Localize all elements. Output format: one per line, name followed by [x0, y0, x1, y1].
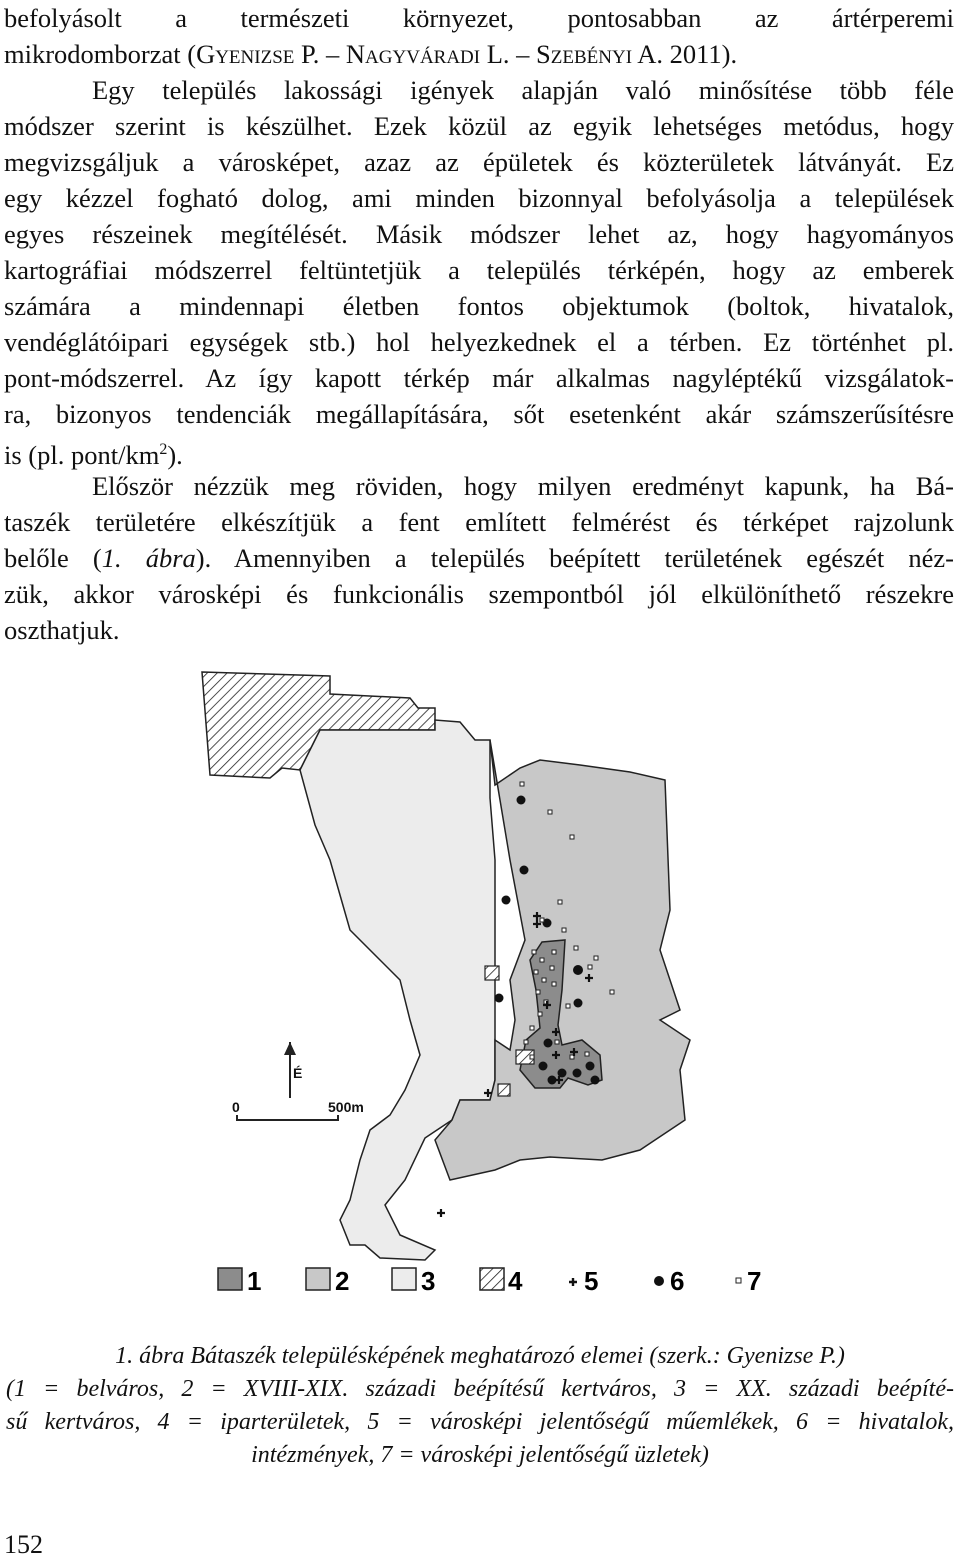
- legend-label-3: 3: [421, 1266, 436, 1296]
- body-line-17: zük, akkor városképi és funkcionális szempontból jól elkülöníthető részekre: [4, 579, 954, 609]
- author-1: Gyenizse P.: [196, 39, 320, 69]
- town-map-figure: [190, 660, 790, 1320]
- legend-swatch-6: [654, 1276, 664, 1286]
- legend-swatch-5: [569, 1278, 577, 1286]
- body-line-7: egyes részeinek megítélését. Másik módszer lehet az, hogy hagyományos: [4, 219, 954, 249]
- body-line-5: megvizsgáljuk a városképet, azaz az épületek és közterületek látványát. Ez: [4, 147, 954, 177]
- figure-caption-line-2: (1 = belváros, 2 = XVIII-XIX. századi beépítésű kertváros, 3 = XX. századi beépíté-: [6, 1376, 954, 1402]
- body-line-11: pont-módszerrel. Az így kapott térkép már alkalmas nagyléptékű vizsgálatok-: [4, 363, 954, 393]
- legend-label-4: 4: [508, 1266, 523, 1296]
- body-line-12: ra, bizonyos tendenciák megállapítására, sőt esetenként akár számszerűsítésre: [4, 399, 954, 429]
- body-line-2: mikrodomborzat (Gyenizse P. – Nagyváradi L. – Szebényi A. 2011).: [4, 39, 738, 69]
- north-label: É: [293, 1065, 303, 1081]
- body-line-3: Egy település lakossági igények alapján való minősítése több féle: [92, 75, 954, 105]
- figure-caption-title: 1. ábra Bátaszék településképének meghatározó elemei (szerk.: Gyenizse P.): [115, 1343, 845, 1369]
- legend-swatch-3: [392, 1268, 416, 1290]
- body-line-6: egy kézzel fogható dolog, ami minden bizonnyal befolyásolja a települések: [4, 183, 954, 213]
- legend-label-2: 2: [335, 1266, 350, 1296]
- legend-swatch-2: [306, 1268, 330, 1290]
- body-line-1: befolyásolt a természeti környezet, pontosabban az ártérperemi: [4, 3, 954, 33]
- body-line-9: számára a mindennapi életben fontos objektumok (boltok, hivatalok,: [4, 291, 954, 321]
- figure-caption-line-4: intézmények, 7 = városképi jelentőségű üzletek): [251, 1442, 709, 1468]
- body-line-14: Először nézzük meg röviden, hogy milyen eredményt kapunk, ha Bá-: [92, 471, 954, 501]
- legend-swatch-4: [480, 1268, 504, 1290]
- author-3: Szebényi A.: [536, 39, 663, 69]
- map-legend: [218, 1266, 761, 1296]
- scale-bar: [237, 1115, 338, 1120]
- body-line-18: oszthatjuk.: [4, 615, 120, 645]
- scale-end: 500m: [328, 1099, 364, 1115]
- zone-3-kertvaros-xx: [300, 720, 495, 1260]
- legend-label-6: 6: [670, 1266, 685, 1296]
- zone-industrial-patch: [498, 1084, 510, 1096]
- figure-caption-line-3: sű kertváros, 4 = iparterületek, 5 = városképi jelentőségű műemlékek, 6 = hivatalok,: [6, 1409, 954, 1435]
- legend-label-1: 1: [247, 1266, 262, 1296]
- body-line-15: taszék területére elkészítjük a fent említett felmérést és térképet rajzolunk: [4, 507, 954, 537]
- author-2: Nagyváradi L.: [345, 39, 510, 69]
- body-line-16: belőle (1. ábra). Amennyiben a település beépített területének egészét néz-: [4, 543, 954, 573]
- body-line-8: kartográfiai módszerrel feltüntetjük a település térképén, hogy az emberek: [4, 255, 954, 285]
- scale-zero: 0: [232, 1099, 240, 1115]
- body-line-10: vendéglátóipari egységek stb.) hol helyezkednek el a térben. Ez történhet pl.: [4, 327, 954, 357]
- legend-swatch-7: [736, 1278, 741, 1283]
- body-line-13: is (pl. pont/$km^2$).: [4, 439, 183, 470]
- body-line-4: módszer szerint is készülhet. Ezek közül az egyik lehetséges metódus, hogy: [4, 111, 954, 141]
- legend-label-7: 7: [747, 1266, 762, 1296]
- figure-reference[interactable]: 1. ábra: [101, 543, 196, 573]
- page-number: 152: [4, 1530, 43, 1559]
- legend-swatch-1: [218, 1268, 242, 1290]
- zone-industrial-patch: [485, 966, 499, 980]
- legend-label-5: 5: [584, 1266, 599, 1296]
